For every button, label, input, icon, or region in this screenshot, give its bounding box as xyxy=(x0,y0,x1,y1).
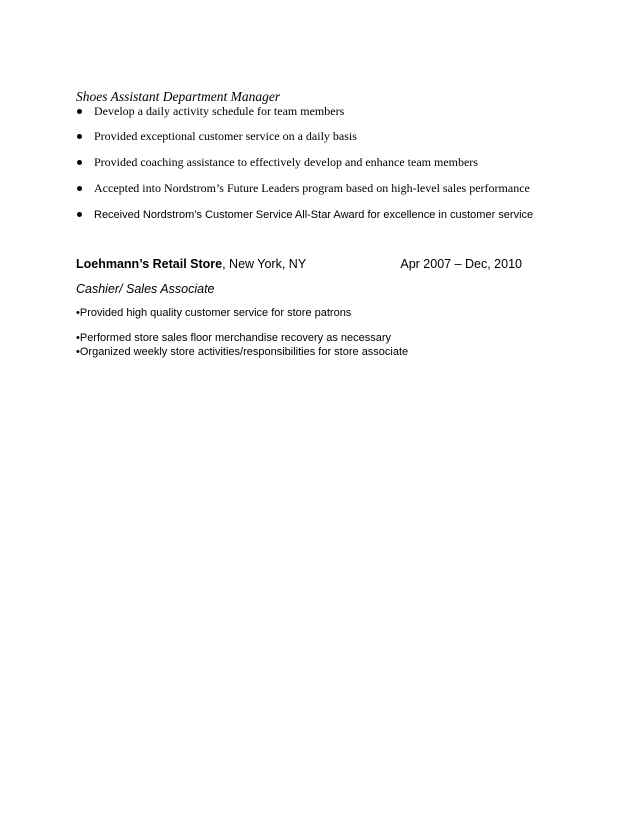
list-item xyxy=(76,128,357,144)
company-location: , New York, NY xyxy=(222,257,307,271)
bullet-icon xyxy=(76,103,94,119)
list-item-text: Received Nordstrom’s Customer Service All-Star Award for excellence in customer service xyxy=(94,209,534,221)
job-title-shoes-assistant-manager: Shoes Assistant Department Manager xyxy=(76,89,281,104)
list-item-text: Develop a daily activity schedule for team members xyxy=(94,104,345,118)
list-item xyxy=(76,154,478,170)
bullet-icon xyxy=(76,128,94,144)
bullet-icon xyxy=(76,154,94,170)
list-item-text: Accepted into Nordstrom’s Future Leaders program based on high-level sales performance xyxy=(94,181,530,195)
list-item: •Organized weekly store activities/responsibilities for store associate xyxy=(76,346,409,358)
company-name: Loehmann’s Retail Store xyxy=(76,257,223,271)
bullet-icon xyxy=(76,206,94,222)
list-item xyxy=(76,103,344,119)
list-item-text: Provided coaching assistance to effectively develop and enhance team members xyxy=(94,155,478,169)
bullet-icon xyxy=(76,180,94,196)
list-item: •Provided high quality customer service for store patrons xyxy=(76,307,352,319)
job-title-cashier: Cashier/ Sales Associate xyxy=(76,282,215,296)
list-item xyxy=(76,180,530,196)
employer-line xyxy=(76,255,522,273)
list-item: •Performed store sales floor merchandise recovery as necessary xyxy=(76,332,392,344)
list-item xyxy=(76,206,533,222)
list-item-text: Provided exceptional customer service on a daily basis xyxy=(94,129,357,143)
employment-dates: Apr 2007 – Dec, 2010 xyxy=(400,257,522,271)
